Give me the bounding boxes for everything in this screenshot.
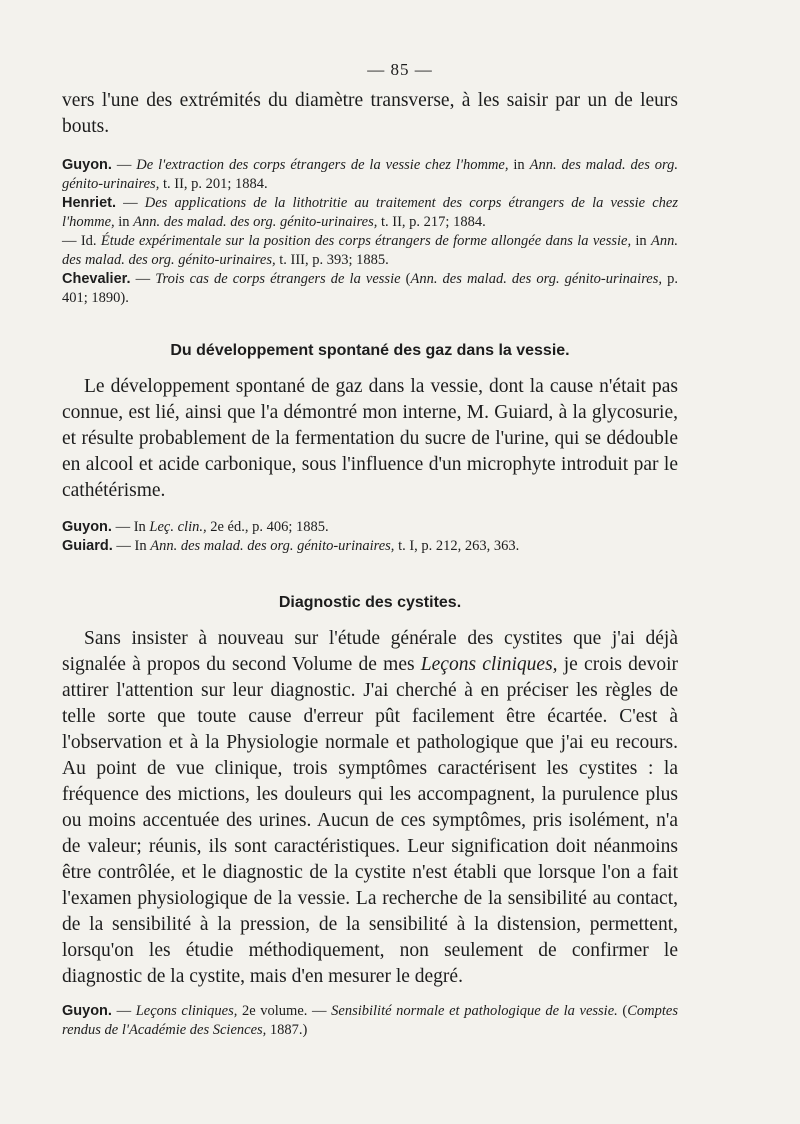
reference-guyon-extraction: Guyon. — De l'extraction des corps étrangers de la vessie chez l'homme, in Ann. des malad. des org. génito-urinaires, t. II, p. 201; 1884. [62, 157, 679, 192]
section-paragraph-gaz: Le développement spontané de gaz dans la vessie, dont la cause n'était pas connue, est lié, ainsi que l'a démontré mon interne, M. Guiard, à la glycosurie, et résulte probablement de la fermentation du sucre de l'urine, qui se dédouble en alcool et acide carbonique, sous l'influence d'un microphyte introduit par le cathétérisme. [62, 376, 678, 501]
reference-guyon-lecons: Guyon. — In Leç. clin., 2e éd., p. 406; 1885. [62, 519, 329, 535]
section-title-cystites: Diagnostic des cystites. [278, 594, 462, 611]
page-content [62, 88, 678, 1040]
references-block-2 [62, 518, 678, 556]
page-number: — 85 — [367, 60, 433, 79]
references-block-3 [62, 1002, 678, 1040]
intro-paragraph: vers l'une des extrémités du diamètre transverse, à les saisir par un de leurs bouts. [62, 90, 678, 137]
references-block-1 [62, 156, 678, 308]
reference-guyon-sensibilite: Guyon. — Leçons cliniques, 2e volume. — Sensibilité normale et pathologique de la vessie. (Comptes rendus de l'Académie des Sciences, 1887.) [62, 1003, 678, 1038]
section-title-gaz: Du développement spontané des gaz dans la vessie. [170, 342, 570, 359]
reference-chevalier: Chevalier. — Trois cas de corps étrangers de la vessie (Ann. des malad. des org. génito-urinaires, p. 401; 1890). [62, 271, 678, 306]
reference-guiard: Guiard. — In Ann. des malad. des org. génito-urinaires, t. I, p. 212, 263, 363. [62, 538, 520, 554]
reference-henriet-etude: — Id. Étude expérimentale sur la position des corps étrangers de forme allongée dans la vessie, in Ann. des malad. des org. génito-urinaires, t. III, p. 393; 1885. [62, 233, 678, 268]
section-paragraph-cystites: Sans insister à nouveau sur l'étude générale des cystites que j'ai déjà signalée à propos du second Volume de mes Leçons cliniques, je crois devoir attirer l'attention sur leur diagnostic. J'ai cherché à en préciser les règles de telle sorte que toute cause d'erreur pût facilement être écartée. C'est à l'observation et à la Physiologie normale et pathologique que j'ai eu recours. Au point de vue clinique, trois symptômes caractérisent les cystites : la fréquence des mictions, les douleurs qui les accompagnent, la purulence plus ou moins accentuée des urines. Aucun de ces symptômes, pris isolément, n'a de valeur; réunis, ils sont caractéristiques. Leur signification doit néanmoins être contrôlée, et le diagnostic de la cystite n'est établi que lorsque l'on a fait l'examen physiologique de la vessie. La recherche de la sensibilité au contact, de la sensibilité à la pression, de la sensibilité à la distension, permettent, lorsqu'on les étudie méthodiquement, non seulement de confirmer le diagnostic de la cystite, mais d'en mesurer le degré. [62, 628, 678, 987]
reference-henriet-lithotritie: Henriet. — Des applications de la lithotritie au traitement des corps étrangers de la vessie chez l'homme, in Ann. des malad. des org. génito-urinaires, t. II, p. 217; 1884. [62, 195, 678, 230]
